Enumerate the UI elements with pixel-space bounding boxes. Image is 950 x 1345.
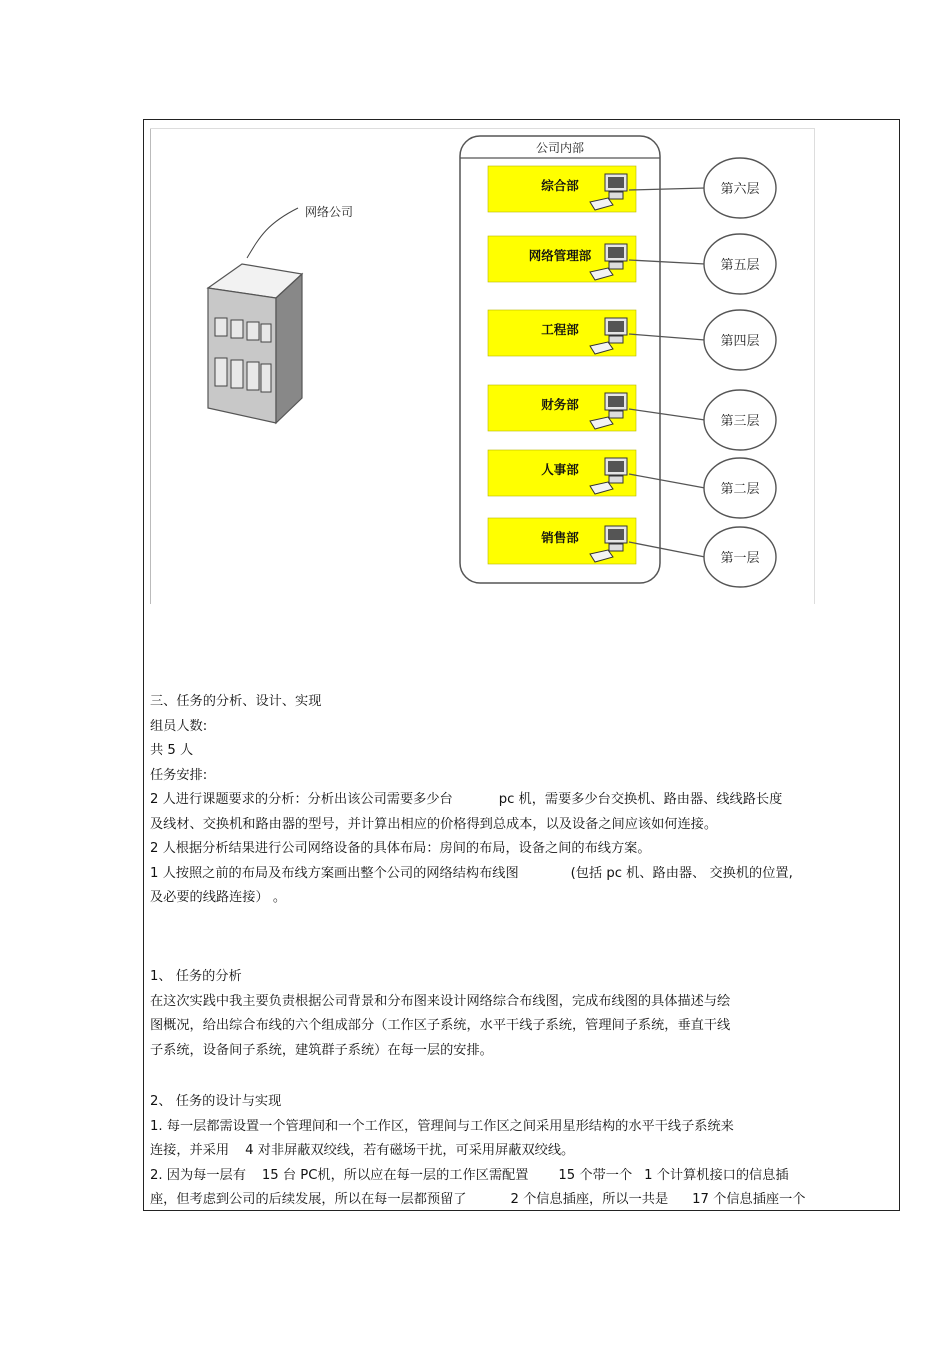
part-2 [150, 1090, 892, 1213]
floor-label: 第六层 [720, 182, 760, 197]
department-label: 网络管理部 [528, 248, 592, 263]
paragraph-line: 2 人进行课题要求的分析：分析出该公司需要多少台 pc 机，需要多少台交换机、路由器、线线路长度 [150, 792, 783, 807]
paragraph-line: 图概况，给出综合布线的六个组成部分（工作区子系统，水平干线子系统，管理间子系统，垂直干线 [150, 1018, 731, 1033]
subsection-heading: 2、 任务的设计与实现 [150, 1094, 282, 1109]
section-heading: 三、任务的分析、设计、实现 [150, 694, 322, 709]
paragraph-line: 及线材、交换机和路由器的型号，并计算出相应的价格得到总成本，以及设备之间应该如何连接。 [150, 816, 718, 832]
floor-label: 第五层 [720, 258, 760, 273]
subsection-heading: 1、 任务的分析 [150, 969, 242, 984]
department-row [488, 158, 776, 218]
department-label: 人事部 [541, 462, 579, 477]
floor-label: 第四层 [720, 334, 760, 349]
members-label: 组员人数: [150, 718, 208, 734]
department-label: 综合部 [541, 178, 579, 193]
paragraph-line: 1 人按照之前的布局及布线方案画出整个公司的网络结构布线图 (包括 pc 机、路由器、 交换机的位置, [150, 865, 793, 881]
floor-label: 第一层 [720, 551, 760, 566]
building-icon [208, 264, 302, 423]
paragraph-line: 2. 因为每一层有 15 台 PC机，所以应在每一层的工作区需配置 15 个带一个 1 个计算机接口的信息插 [150, 1167, 789, 1183]
department-label: 工程部 [541, 322, 579, 337]
network-diagram [150, 128, 815, 604]
paragraph-line: 座，但考虑到公司的后续发展，所以在每一层都预留了 2 个信息插座，所以一共是 17 个信息插座一个 [150, 1192, 806, 1207]
paragraph-line: 及必要的线路连接） 。 [150, 890, 287, 905]
paragraph-line: 子系统，设备间子系统，建筑群子系统）在每一层的安排。 [150, 1042, 493, 1058]
floor-label: 第三层 [720, 414, 760, 429]
company-label: 网络公司 [305, 205, 354, 219]
floor-label: 第二层 [720, 482, 760, 497]
paragraph-line: 连接，并采用 4 对非屏蔽双绞线，若有磁场干扰，可采用屏蔽双绞线。 [150, 1143, 575, 1158]
part-1 [150, 965, 892, 1063]
inner-title: 公司内部 [535, 141, 585, 155]
members-value: 共 5 人 [150, 743, 194, 758]
section-3 [150, 690, 892, 911]
paragraph-line: 在这次实践中我主要负责根据公司背景和分布图来设计网络综合布线图，完成布线图的具体描述与绘 [150, 993, 731, 1009]
arrange-label: 任务安排: [150, 767, 208, 783]
department-label: 销售部 [541, 530, 579, 545]
paragraph-line: 1. 每一层都需设置一个管理间和一个工作区，管理间与工作区之间采用星形结构的水平干线子系统来 [150, 1118, 734, 1134]
department-label: 财务部 [541, 397, 579, 412]
paragraph-line: 2 人根据分析结果进行公司网络设备的具体布局：房间的布局，设备之间的布线方案。 [150, 841, 651, 856]
